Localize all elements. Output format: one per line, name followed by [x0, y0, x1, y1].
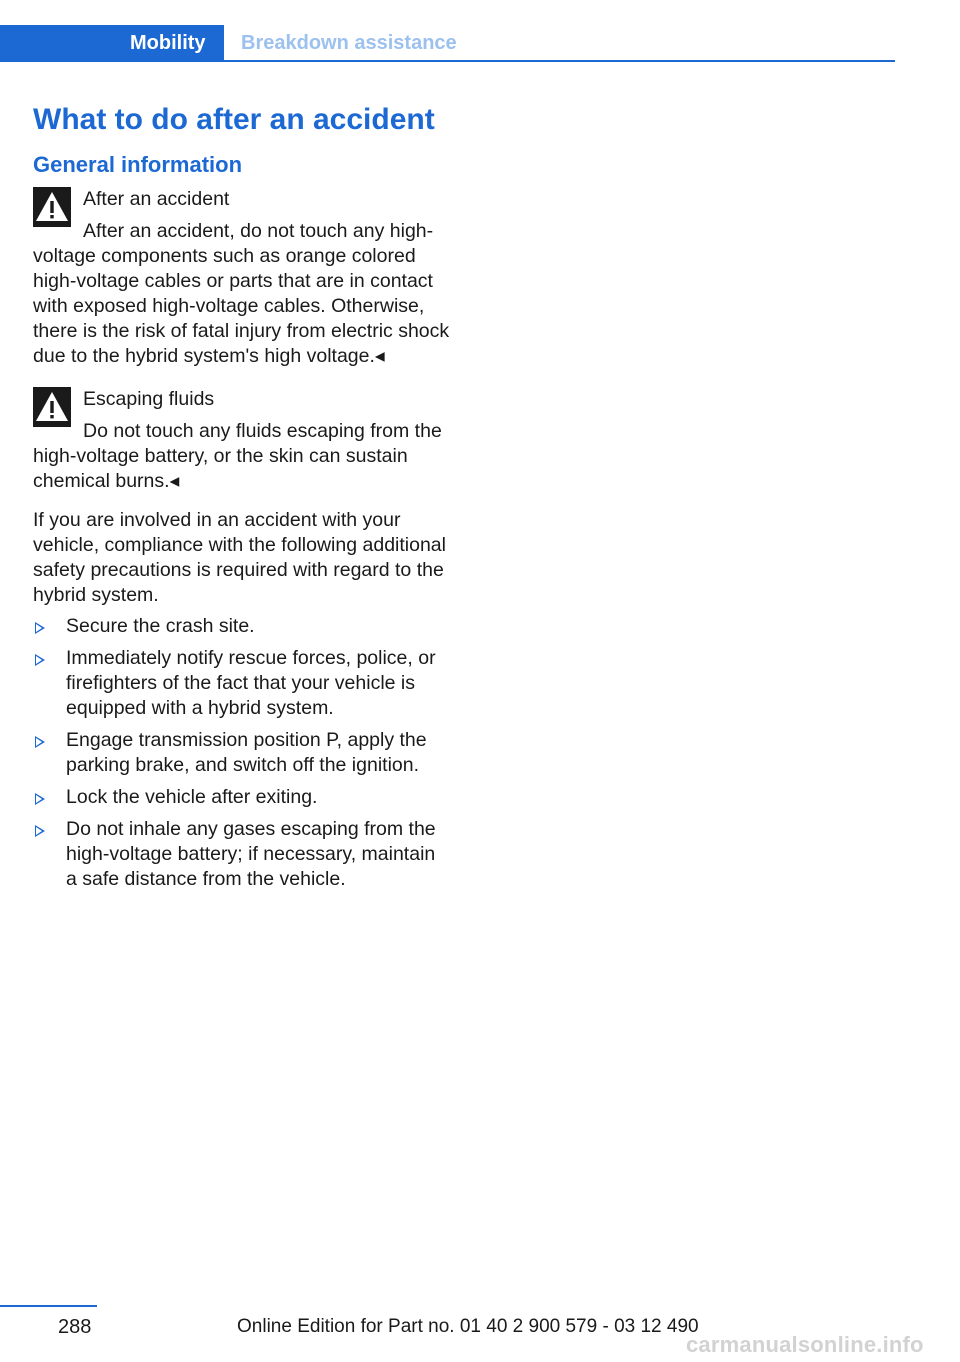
list-item	[33, 646, 451, 721]
page-title: What to do after an accident	[33, 103, 435, 136]
warning-triangle-icon	[33, 387, 71, 427]
warning-text: After an accident, do not touch any high-voltage components such as orange colored high-voltage cables or parts that are in contact with exposed high-voltage cables. Otherwise, there is the risk of fatal injury from electric shock due to the hybrid system's high voltage.◂	[33, 220, 450, 367]
footer-divider	[0, 1305, 97, 1307]
list-item-text: Lock the vehicle after exiting.	[66, 786, 318, 808]
list-item	[33, 785, 451, 810]
list-item-text: Secure the crash site.	[66, 615, 255, 637]
warning-triangle-icon	[33, 187, 71, 227]
intro-paragraph: If you are involved in an accident with your vehicle, compliance with the following additional safety precautions is required with regard to the hybrid system.	[33, 509, 446, 606]
main-content	[33, 100, 451, 899]
steps-list	[33, 614, 451, 892]
edition-info: Online Edition for Part no. 01 40 2 900 579 - 03 12 490	[237, 1316, 699, 1337]
bullet-triangle-icon	[35, 793, 45, 805]
list-item-text: Immediately notify rescue forces, police, or firefighters of the fact that your vehicle is equipped with a hybrid system.	[66, 647, 436, 719]
watermark: carmanualsonline.info	[686, 1332, 924, 1357]
tab-mobility[interactable]: Mobility	[0, 25, 224, 62]
bullet-triangle-icon	[35, 825, 45, 837]
warning-escaping-fluids	[33, 387, 451, 494]
list-item	[33, 728, 451, 778]
warning-title: After an accident	[83, 188, 230, 210]
bullet-triangle-icon	[35, 622, 45, 634]
list-item-text: Engage transmission position P, apply the parking brake, and switch off the ignition.	[66, 729, 427, 776]
list-item	[33, 614, 451, 639]
section-title: General information	[33, 152, 243, 177]
list-item	[33, 817, 451, 892]
bullet-triangle-icon	[35, 736, 45, 748]
page-number: 288	[58, 1316, 92, 1338]
tab-breakdown-assistance[interactable]: Breakdown assistance	[241, 32, 457, 54]
list-item-text: Do not inhale any gases escaping from the high-voltage battery; if necessary, maintain a safe distance from the vehicle.	[66, 818, 436, 890]
bullet-triangle-icon	[35, 654, 45, 666]
warning-text: Do not touch any fluids escaping from the high-voltage battery, or the skin can sustain chemical burns.◂	[33, 420, 442, 492]
header-divider	[0, 60, 895, 62]
warning-after-accident	[33, 187, 451, 369]
warning-title: Escaping fluids	[83, 388, 215, 410]
